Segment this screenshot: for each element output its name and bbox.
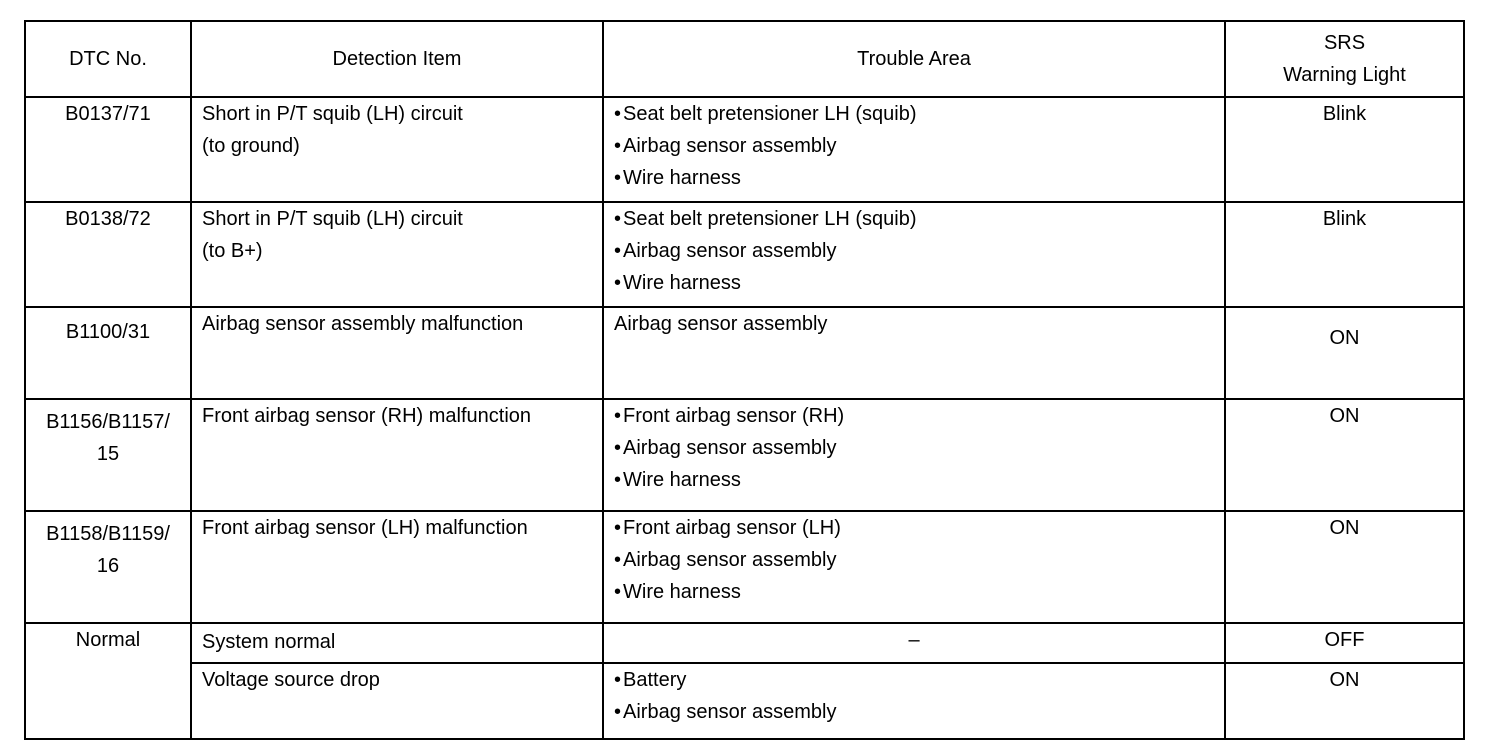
detection-item	[191, 202, 603, 307]
header-trouble-area: Trouble Area	[603, 21, 1225, 97]
trouble-bullet: • Front airbag sensor (RH)	[614, 400, 1214, 432]
dtc-code	[25, 399, 191, 511]
srs-warning-light-value: ON	[1225, 511, 1464, 623]
table-row	[25, 202, 1464, 307]
detection-item	[191, 511, 603, 623]
table-row	[25, 307, 1464, 399]
trouble-area: –	[603, 623, 1225, 663]
srs-warning-light-value: OFF	[1225, 623, 1464, 663]
trouble-bullet: • Airbag sensor assembly	[614, 696, 1214, 728]
table-row	[25, 511, 1464, 623]
detection-line: Short in P/T squib (LH) circuit	[202, 103, 463, 125]
table-row	[25, 663, 1464, 739]
srs-warning-light-value: ON	[1225, 399, 1464, 511]
detection-item: Voltage source drop	[191, 663, 603, 739]
table-row	[25, 399, 1464, 511]
trouble-bullet: • Airbag sensor assembly	[614, 544, 1214, 576]
header-row	[25, 21, 1464, 97]
trouble-area	[603, 202, 1225, 307]
trouble-bullet: • Airbag sensor assembly	[614, 235, 1214, 267]
dtc-code-line: B1158/B1159/	[46, 523, 170, 545]
dtc-code	[25, 511, 191, 623]
trouble-bullet: • Airbag sensor assembly	[614, 130, 1214, 162]
header-detection-item: Detection Item	[191, 21, 603, 97]
trouble-area	[603, 511, 1225, 623]
dtc-code: Normal	[25, 623, 191, 739]
srs-warning-light-value: ON	[1225, 307, 1464, 399]
trouble-text: Airbag sensor assembly	[614, 313, 828, 335]
dtc-code-line: 16	[96, 555, 120, 577]
trouble-bullet: • Wire harness	[614, 267, 1214, 299]
detection-item	[191, 97, 603, 202]
trouble-bullet: • Seat belt pretensioner LH (squib)	[614, 203, 1214, 235]
srs-warning-light-value: ON	[1225, 663, 1464, 739]
dtc-code: B0137/71	[25, 97, 191, 202]
detection-item: System normal	[191, 623, 603, 663]
detection-line: Front airbag sensor (RH) malfunction	[202, 405, 532, 427]
dtc-code: B0138/72	[25, 202, 191, 307]
detection-item	[191, 307, 603, 399]
trouble-bullet: • Seat belt pretensioner LH (squib)	[614, 98, 1214, 130]
dtc-table	[24, 20, 1465, 740]
table-row	[25, 623, 1464, 663]
srs-warning-light-value: Blink	[1225, 202, 1464, 307]
detection-line: Front airbag sensor (LH) malfunction	[202, 517, 528, 539]
detection-line: Airbag sensor assembly malfunction	[202, 313, 524, 335]
header-dtc-no: DTC No.	[25, 21, 191, 97]
trouble-bullet: • Battery	[614, 664, 1214, 696]
trouble-area	[603, 399, 1225, 511]
detection-line: Short in P/T squib (LH) circuit	[202, 208, 463, 230]
table-row	[25, 97, 1464, 202]
trouble-bullet: • Airbag sensor assembly	[614, 432, 1214, 464]
trouble-area	[603, 307, 1225, 399]
dtc-code: B1100/31	[25, 307, 191, 399]
trouble-bullet: • Wire harness	[614, 464, 1214, 496]
header-srs-line2: Warning Light	[1283, 64, 1406, 86]
detection-line: (to B+)	[202, 240, 263, 262]
dtc-code-line: B1156/B1157/	[46, 411, 170, 433]
header-srs-line1: SRS	[1323, 32, 1366, 54]
trouble-area	[603, 97, 1225, 202]
trouble-area	[603, 663, 1225, 739]
detection-line: (to ground)	[202, 135, 300, 157]
srs-warning-light-value: Blink	[1225, 97, 1464, 202]
trouble-bullet: • Front airbag sensor (LH)	[614, 512, 1214, 544]
trouble-bullet: • Wire harness	[614, 162, 1214, 194]
trouble-bullet: • Wire harness	[614, 576, 1214, 608]
dtc-code-line: 15	[96, 443, 120, 465]
header-srs-warning-light	[1225, 21, 1464, 97]
detection-item	[191, 399, 603, 511]
